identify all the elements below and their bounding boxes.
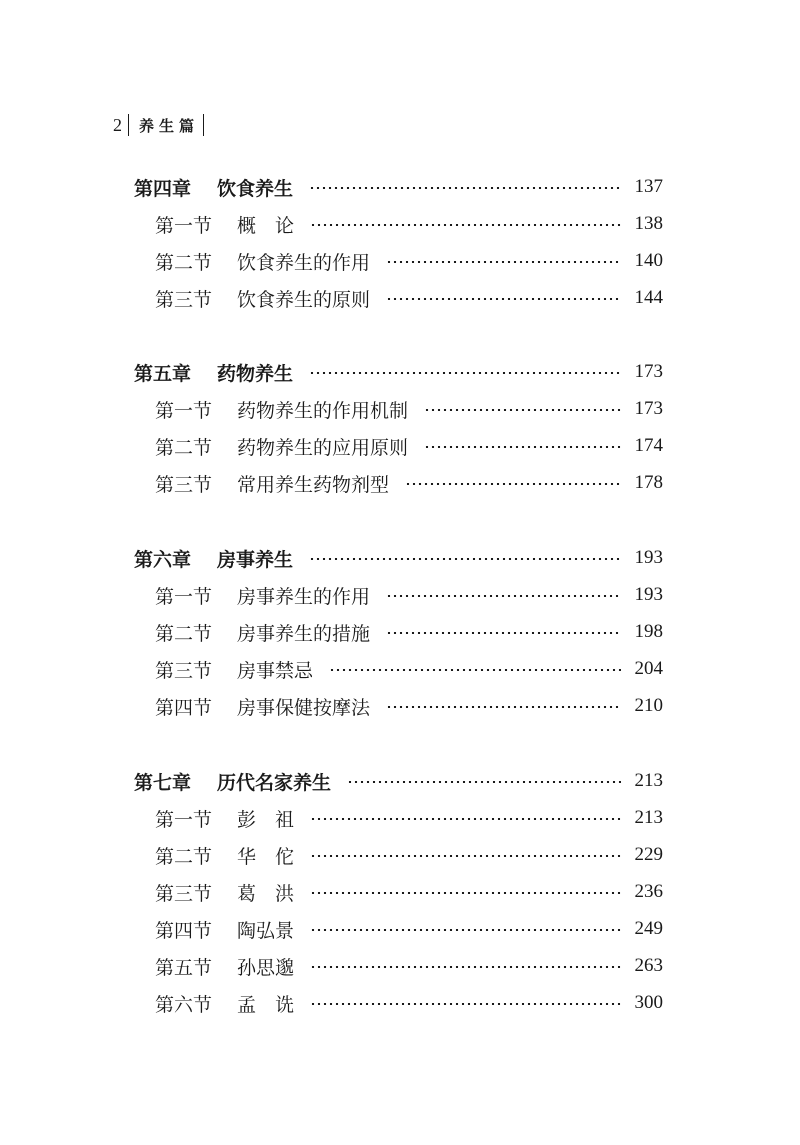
section-number: 第一节 <box>155 585 213 608</box>
dot-leader <box>405 483 621 485</box>
section-title: 孟 诜 <box>237 993 295 1016</box>
toc-chapter-4[interactable] <box>134 172 663 202</box>
section-title: 华 佗 <box>237 845 295 868</box>
section-number: 第六节 <box>155 993 213 1016</box>
dot-leader <box>309 187 621 189</box>
toc-section[interactable] <box>155 617 663 647</box>
toc-section[interactable] <box>155 914 663 944</box>
section-title: 彭 祖 <box>237 808 295 831</box>
dot-leader <box>386 298 621 300</box>
section-title: 养生篇 <box>139 116 200 135</box>
toc-section[interactable] <box>155 431 663 461</box>
section-title: 房事养生的作用 <box>237 585 371 608</box>
section-number: 第三节 <box>155 288 213 311</box>
section-title: 葛 洪 <box>237 882 295 905</box>
section-number: 第三节 <box>155 882 213 905</box>
chapter-title: 药物养生 <box>217 362 294 385</box>
dot-leader <box>386 261 621 263</box>
toc-section[interactable] <box>155 840 663 870</box>
chapter-number: 第六章 <box>134 548 192 571</box>
section-title: 饮食养生的作用 <box>237 251 371 274</box>
chapter-page: 193 <box>634 547 663 568</box>
toc-section[interactable] <box>155 877 663 907</box>
dot-leader <box>424 446 621 448</box>
section-page: 213 <box>634 807 663 828</box>
section-title: 药物养生的作用机制 <box>237 399 409 422</box>
section-number: 第三节 <box>155 473 213 496</box>
section-title: 孙思邈 <box>237 956 295 979</box>
toc-section[interactable] <box>155 468 663 498</box>
section-page: 249 <box>634 918 663 939</box>
section-page: 144 <box>634 287 663 308</box>
chapter-number: 第四章 <box>134 177 192 200</box>
section-page: 174 <box>634 435 663 456</box>
chapter-page: 137 <box>634 176 663 197</box>
toc-section[interactable] <box>155 283 663 313</box>
section-page: 140 <box>634 250 663 271</box>
section-number: 第二节 <box>155 436 213 459</box>
section-page: 178 <box>634 472 663 493</box>
dot-leader <box>329 669 621 671</box>
section-title: 房事禁忌 <box>237 659 314 682</box>
section-number: 第四节 <box>155 696 213 719</box>
section-page: 204 <box>634 658 663 679</box>
section-title: 饮食养生的原则 <box>237 288 371 311</box>
section-number: 第五节 <box>155 956 213 979</box>
toc-section[interactable] <box>155 246 663 276</box>
section-number: 第二节 <box>155 251 213 274</box>
header-divider-right <box>203 114 204 136</box>
section-page: 138 <box>634 213 663 234</box>
dot-leader <box>310 818 621 820</box>
dot-leader <box>309 558 621 560</box>
section-page: 300 <box>634 992 663 1013</box>
section-number: 第二节 <box>155 622 213 645</box>
running-head <box>113 113 204 137</box>
section-title: 陶弘景 <box>237 919 295 942</box>
dot-leader <box>386 706 621 708</box>
section-title: 房事养生的措施 <box>237 622 371 645</box>
dot-leader <box>310 855 621 857</box>
toc-chapter-6[interactable] <box>134 543 663 573</box>
toc-section[interactable] <box>155 951 663 981</box>
section-page: 198 <box>634 621 663 642</box>
section-number: 第一节 <box>155 214 213 237</box>
toc-section[interactable] <box>155 803 663 833</box>
toc-section[interactable] <box>155 394 663 424</box>
chapter-title: 历代名家养生 <box>217 771 332 794</box>
dot-leader <box>386 632 621 634</box>
section-number: 第一节 <box>155 808 213 831</box>
dot-leader <box>347 781 621 783</box>
section-number: 第一节 <box>155 399 213 422</box>
section-page: 236 <box>634 881 663 902</box>
section-title: 概 论 <box>237 214 295 237</box>
section-title: 药物养生的应用原则 <box>237 436 409 459</box>
section-number: 第二节 <box>155 845 213 868</box>
toc-section[interactable] <box>155 654 663 684</box>
toc-section[interactable] <box>155 691 663 721</box>
section-page: 173 <box>634 398 663 419</box>
dot-leader <box>310 929 621 931</box>
dot-leader <box>386 595 621 597</box>
toc-chapter-5[interactable] <box>134 357 663 387</box>
chapter-title: 房事养生 <box>217 548 294 571</box>
dot-leader <box>309 372 621 374</box>
chapter-page: 173 <box>634 361 663 382</box>
toc-section[interactable] <box>155 988 663 1018</box>
toc-section[interactable] <box>155 580 663 610</box>
section-number: 第四节 <box>155 919 213 942</box>
section-page: 263 <box>634 955 663 976</box>
section-page: 193 <box>634 584 663 605</box>
chapter-number: 第七章 <box>134 771 192 794</box>
section-page: 229 <box>634 844 663 865</box>
dot-leader <box>310 224 621 226</box>
chapter-page: 213 <box>634 770 663 791</box>
toc-chapter-7[interactable] <box>134 766 663 796</box>
dot-leader <box>424 409 621 411</box>
section-title: 常用养生药物剂型 <box>237 473 390 496</box>
chapter-title: 饮食养生 <box>217 177 294 200</box>
toc-section[interactable] <box>155 209 663 239</box>
dot-leader <box>310 1003 621 1005</box>
section-page: 210 <box>634 695 663 716</box>
section-number: 第三节 <box>155 659 213 682</box>
page-number: 2 <box>113 114 122 135</box>
section-title: 房事保健按摩法 <box>237 696 371 719</box>
chapter-number: 第五章 <box>134 362 192 385</box>
dot-leader <box>310 892 621 894</box>
dot-leader <box>310 966 621 968</box>
